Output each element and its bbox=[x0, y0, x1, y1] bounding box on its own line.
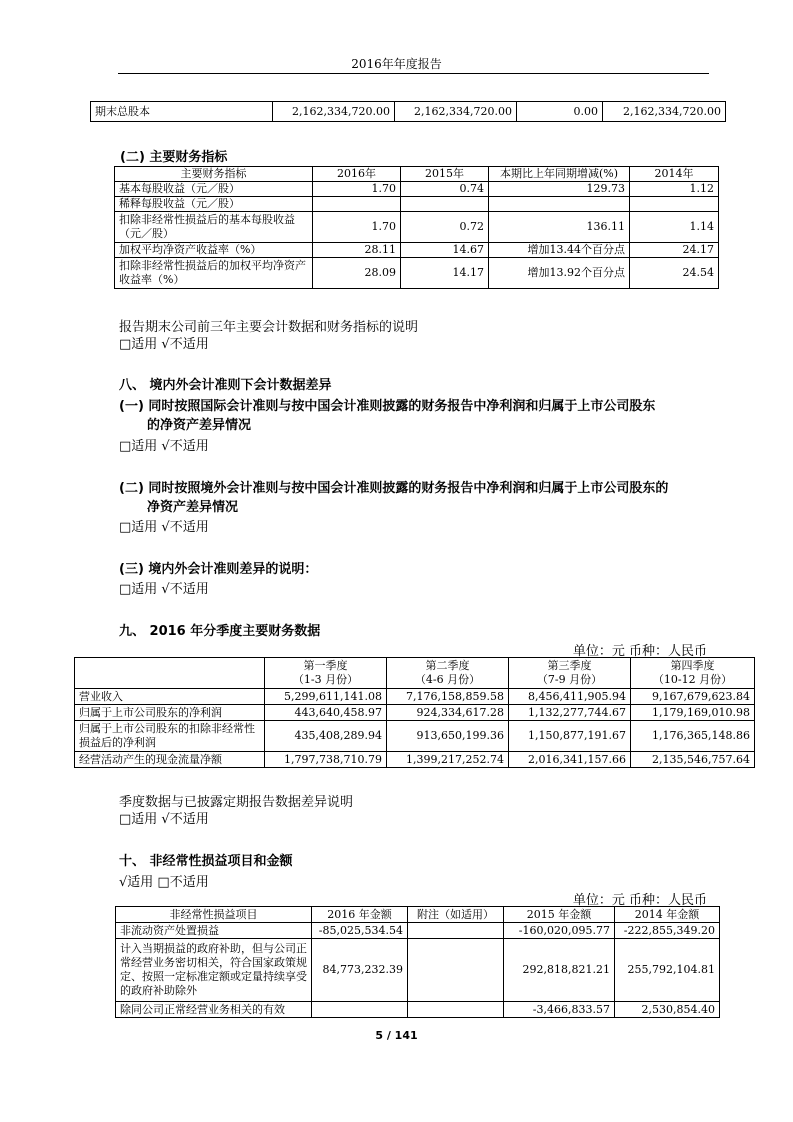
cell-value: 2,016,341,157.66 bbox=[509, 752, 631, 768]
cell-value: -85,025,534.54 bbox=[312, 923, 408, 939]
cell-value: 1,150,877,191.67 bbox=[509, 721, 631, 752]
row-label: 扣除非经常性损益后的加权平均净资产收益率（%） bbox=[115, 258, 313, 289]
column-header: 非经常性损益项目 bbox=[116, 907, 312, 923]
total-shares-value: 2,162,334,720.00 bbox=[273, 102, 395, 122]
cell-value bbox=[313, 197, 401, 212]
financial-indicators-table bbox=[114, 166, 719, 289]
column-header: 附注（如适用） bbox=[408, 907, 504, 923]
cell-value: 8,456,411,905.94 bbox=[509, 689, 631, 705]
applicability-choice: □适用 √不适用 bbox=[119, 337, 209, 352]
quarter-months: （1-3 月份） bbox=[292, 673, 359, 686]
row-label: 归属于上市公司股东的净利润 bbox=[75, 705, 265, 721]
note-text: 季度数据与已披露定期报告数据差异说明 bbox=[119, 795, 354, 810]
cell-value: 136.11 bbox=[489, 212, 630, 243]
cell-value: 1.70 bbox=[313, 212, 401, 243]
quarter-name: 第一季度 bbox=[303, 659, 348, 672]
subsection-title-cont: 的净资产差异情况 bbox=[147, 418, 252, 433]
applicability-choice: □适用 √不适用 bbox=[119, 520, 209, 535]
cell-value: 1,176,365,148.86 bbox=[631, 721, 755, 752]
quarterly-data-table bbox=[74, 657, 755, 768]
section-title: (二) 主要财务指标 bbox=[120, 150, 228, 165]
cell-value: 9,167,679,623.84 bbox=[631, 689, 755, 705]
cell-value: 255,792,104.81 bbox=[615, 939, 720, 1002]
row-label: 经营活动产生的现金流量净额 bbox=[75, 752, 265, 768]
subsection-title: (三) 境内外会计准则差异的说明： bbox=[119, 562, 318, 577]
applicability-choice: √适用 □不适用 bbox=[119, 875, 209, 890]
cell-value: 28.09 bbox=[313, 258, 401, 289]
applicability-choice: □适用 √不适用 bbox=[119, 439, 209, 454]
row-label: 非流动资产处置损益 bbox=[116, 923, 312, 939]
header-rule bbox=[118, 73, 709, 74]
subsection-title: (二) 同时按照境外会计准则与按中国会计准则披露的财务报告中净利润和归属于上市公司股东的 bbox=[119, 481, 669, 496]
cell-value: 1.12 bbox=[630, 182, 719, 197]
cell-value: 5,299,611,141.08 bbox=[265, 689, 387, 705]
total-shares-value: 2,162,334,720.00 bbox=[603, 102, 726, 122]
quarter-name: 第四季度 bbox=[670, 659, 715, 672]
subsection-title: (一) 同时按照国际会计准则与按中国会计准则披露的财务报告中净利润和归属于上市公司股东 bbox=[119, 399, 656, 414]
cell-value: 28.11 bbox=[313, 243, 401, 258]
table-row bbox=[116, 1002, 720, 1018]
section-title: 九、 2016 年分季度主要财务数据 bbox=[119, 624, 321, 639]
column-header: 2014 年金额 bbox=[615, 907, 720, 923]
section-title: 八、 境内外会计准则下会计数据差异 bbox=[119, 378, 332, 393]
table-row bbox=[115, 212, 719, 243]
cell-value: 14.67 bbox=[401, 243, 489, 258]
column-header: 2016年 bbox=[313, 167, 401, 182]
note-text: 报告期末公司前三年主要会计数据和财务指标的说明 bbox=[119, 320, 419, 335]
row-label: 计入当期损益的政府补助，但与公司正常经营业务密切相关，符合国家政策规定、按照一定标准定额或定量持续享受的政府补助除外 bbox=[116, 939, 312, 1002]
cell-value: 0.72 bbox=[401, 212, 489, 243]
cell-value: 1,399,217,252.74 bbox=[387, 752, 509, 768]
column-header: 2015年 bbox=[401, 167, 489, 182]
total-shares-value: 2,162,334,720.00 bbox=[395, 102, 517, 122]
page-header: 2016年年度报告 bbox=[351, 57, 442, 71]
column-header: 2015 年金额 bbox=[504, 907, 615, 923]
row-label: 归属于上市公司股东的扣除非经常性损益后的净利润 bbox=[75, 721, 265, 752]
row-label: 除同公司正常经营业务相关的有效 bbox=[116, 1002, 312, 1018]
table-row bbox=[75, 752, 755, 768]
quarter-header bbox=[387, 658, 509, 689]
quarter-header bbox=[509, 658, 631, 689]
row-label: 扣除非经常性损益后的基本每股收益（元／股） bbox=[115, 212, 313, 243]
cell-value: 129.73 bbox=[489, 182, 630, 197]
cell-note bbox=[408, 939, 504, 1002]
cell-value: 84,773,232.39 bbox=[312, 939, 408, 1002]
cell-value: 913,650,199.36 bbox=[387, 721, 509, 752]
cell-value: 1,797,738,710.79 bbox=[265, 752, 387, 768]
section-title: 十、 非经常性损益项目和金额 bbox=[119, 854, 293, 869]
cell-value: 24.54 bbox=[630, 258, 719, 289]
cell-value: 435,408,289.94 bbox=[265, 721, 387, 752]
quarter-header bbox=[265, 658, 387, 689]
table-row bbox=[75, 705, 755, 721]
quarter-name: 第三季度 bbox=[547, 659, 592, 672]
column-header: 主要财务指标 bbox=[115, 167, 313, 182]
table-row bbox=[115, 243, 719, 258]
quarter-months: （7-9 月份） bbox=[536, 673, 603, 686]
cell-value bbox=[630, 197, 719, 212]
header-empty bbox=[75, 658, 265, 689]
table-row bbox=[115, 182, 719, 197]
cell-value: 1,179,169,010.98 bbox=[631, 705, 755, 721]
page-number: 5 / 141 bbox=[375, 1029, 418, 1042]
cell-value: 14.17 bbox=[401, 258, 489, 289]
cell-note bbox=[408, 923, 504, 939]
cell-value bbox=[401, 197, 489, 212]
cell-value: 1,132,277,744.67 bbox=[509, 705, 631, 721]
quarter-months: （4-6 月份） bbox=[414, 673, 481, 686]
non-recurring-items-table bbox=[115, 906, 720, 1018]
cell-value: -3,466,833.57 bbox=[504, 1002, 615, 1018]
table-row bbox=[115, 197, 719, 212]
cell-value: 292,818,821.21 bbox=[504, 939, 615, 1002]
row-label: 稀释每股收益（元／股） bbox=[115, 197, 313, 212]
cell-value: 1.14 bbox=[630, 212, 719, 243]
table-row bbox=[75, 721, 755, 752]
table-row bbox=[115, 258, 719, 289]
subsection-title-cont: 净资产差异情况 bbox=[147, 500, 239, 515]
cell-value: 2,530,854.40 bbox=[615, 1002, 720, 1018]
cell-value: 增加13.44个百分点 bbox=[489, 243, 630, 258]
unit-label: 单位：元 币种：人民币 bbox=[572, 644, 707, 659]
unit-label: 单位：元 币种：人民币 bbox=[572, 893, 707, 908]
total-shares-table bbox=[90, 101, 726, 122]
row-label: 加权平均净资产收益率（%） bbox=[115, 243, 313, 258]
quarter-months: （10-12 月份） bbox=[652, 673, 733, 686]
row-label: 营业收入 bbox=[75, 689, 265, 705]
total-shares-label: 期末总股本 bbox=[91, 102, 273, 122]
quarter-header bbox=[631, 658, 755, 689]
cell-value bbox=[489, 197, 630, 212]
table-row bbox=[116, 939, 720, 1002]
cell-value: -160,020,095.77 bbox=[504, 923, 615, 939]
cell-value: 924,334,617.28 bbox=[387, 705, 509, 721]
row-label: 基本每股收益（元／股） bbox=[115, 182, 313, 197]
column-header: 2016 年金额 bbox=[312, 907, 408, 923]
cell-value: -222,855,349.20 bbox=[615, 923, 720, 939]
total-shares-value: 0.00 bbox=[517, 102, 603, 122]
column-header: 2014年 bbox=[630, 167, 719, 182]
table-row bbox=[75, 689, 755, 705]
applicability-choice: □适用 √不适用 bbox=[119, 582, 209, 597]
table-row bbox=[116, 923, 720, 939]
cell-value: 24.17 bbox=[630, 243, 719, 258]
cell-value: 7,176,158,859.58 bbox=[387, 689, 509, 705]
cell-note bbox=[408, 1002, 504, 1018]
quarter-name: 第二季度 bbox=[425, 659, 470, 672]
applicability-choice: □适用 √不适用 bbox=[119, 812, 209, 827]
column-header: 本期比上年同期增减(%) bbox=[489, 167, 630, 182]
cell-value: 增加13.92个百分点 bbox=[489, 258, 630, 289]
cell-value: 0.74 bbox=[401, 182, 489, 197]
cell-value: 443,640,458.97 bbox=[265, 705, 387, 721]
cell-value: 1.70 bbox=[313, 182, 401, 197]
cell-value: 2,135,546,757.64 bbox=[631, 752, 755, 768]
cell-value bbox=[312, 1002, 408, 1018]
